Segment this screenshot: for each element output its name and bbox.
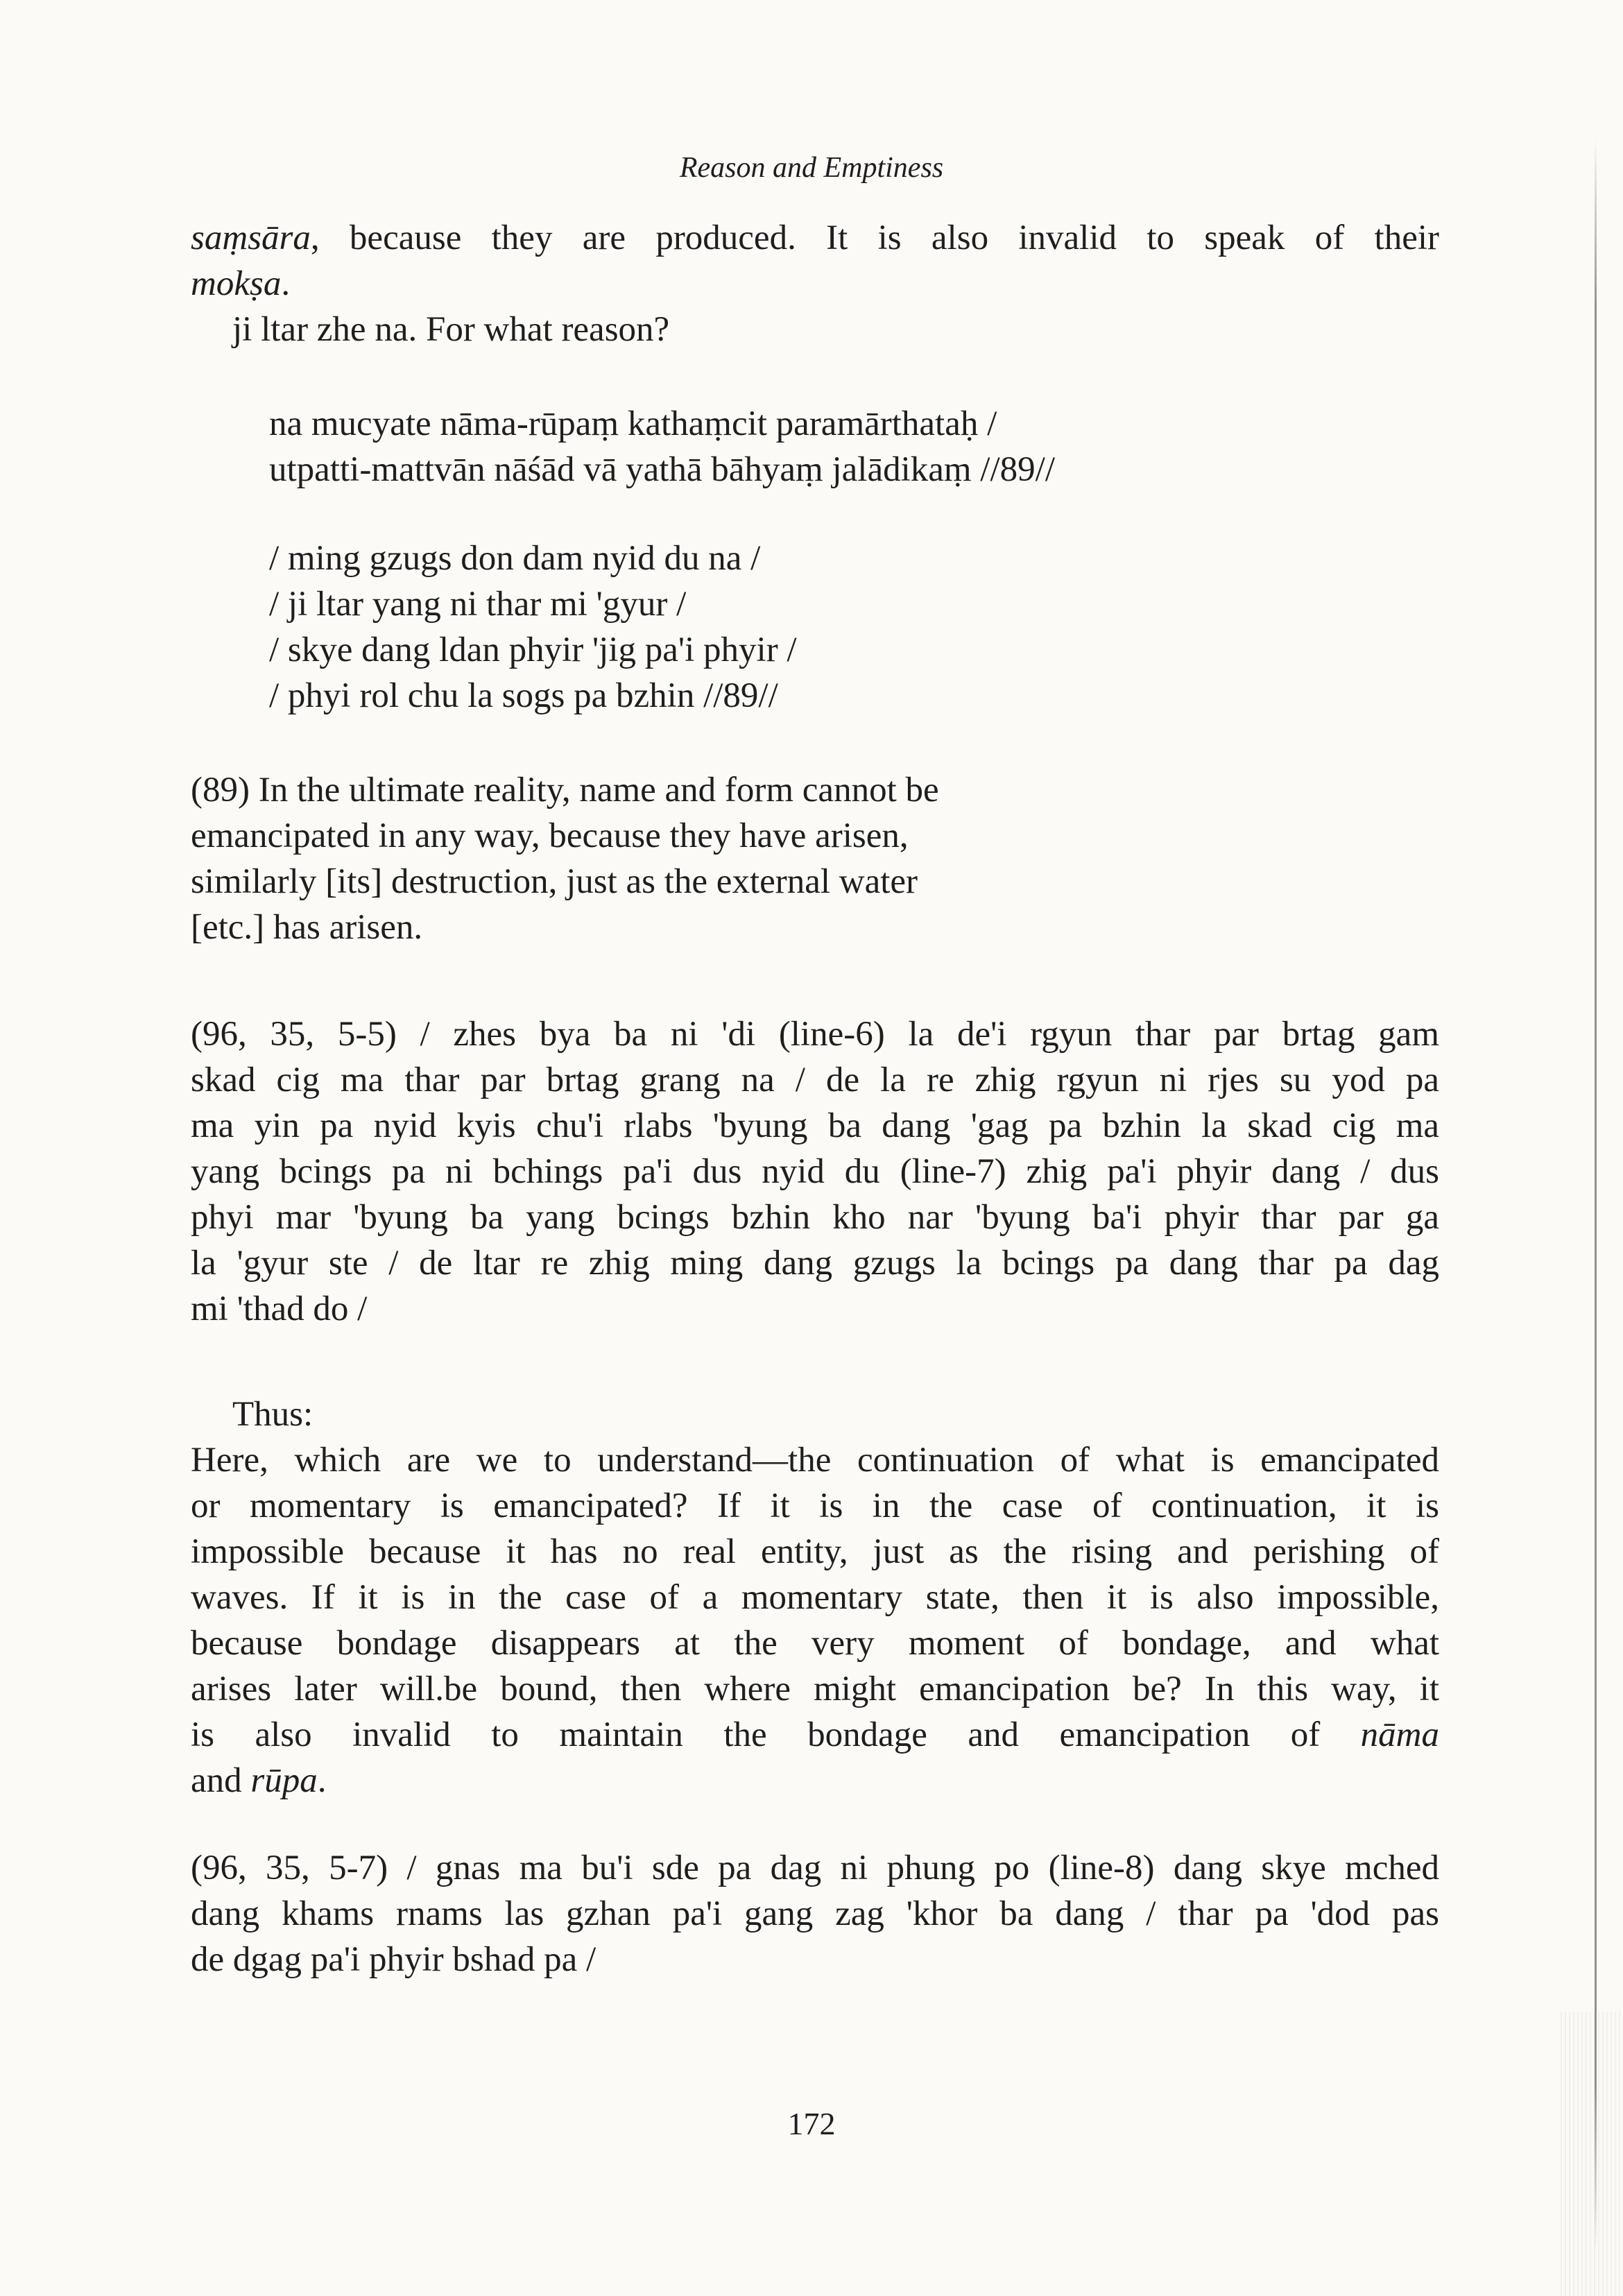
commentary-1-line: mi 'thad do /: [191, 1290, 368, 1328]
translation-89-line: (89) In the ultimate reality, name and form cannot be: [191, 771, 939, 809]
commentary-2: [191, 1845, 1439, 1982]
commentary-1-line: (96, 35, 5-5) / zhes bya ba ni 'di (line-6) la de'i rgyun thar par brtag gam: [191, 1015, 1439, 1054]
intro-line-3: ji ltar zhe na. For what reason?: [232, 310, 670, 349]
page-edge-shadow: [1595, 139, 1597, 2254]
tibetan-verse: [269, 536, 1518, 719]
translation-2-line: waves. If it is in the case of a momentary state, then it is also impossible,: [191, 1578, 1439, 1617]
sanskrit-verse-line: utpatti-mattvān nāśād vā yathā bāhyaṃ jalādikaṃ //89//: [269, 450, 1055, 489]
commentary-1-line: skad cig ma thar par brtag grang na / de la re zhig rgyun ni rjes su yod pa: [191, 1061, 1439, 1099]
intro-line-2: mokṣa.: [191, 264, 291, 303]
commentary-2-line: (96, 35, 5-7) / gnas ma bu'i sde pa dag ni phung po (line-8) dang skye mched: [191, 1849, 1439, 1887]
page-edge-texture: [1561, 2012, 1623, 2296]
intro-line-1: saṃsāra, because they are produced. It is also invalid to speak of their: [191, 219, 1439, 257]
translation-2-line: arises later will.be bound, then where might emancipation be? In this way, it: [191, 1670, 1439, 1708]
term-moksa: mokṣa: [191, 264, 282, 303]
page-number: 172: [787, 2106, 836, 2141]
thus-label: Thus:: [232, 1395, 314, 1434]
commentary-1-line: ma yin pa nyid kyis chu'i rlabs 'byung ba dang 'gag pa bzhin la skad cig ma: [191, 1106, 1439, 1145]
sanskrit-verse-line: na mucyate nāma-rūpaṃ kathaṃcit paramārthataḥ /: [269, 404, 997, 443]
commentary-1-line: la 'gyur ste / de ltar re zhig ming dang gzugs la bcings pa dang thar pa dag: [191, 1244, 1439, 1283]
commentary-2-line: de dgag pa'i phyir bshad pa /: [191, 1940, 596, 1979]
translation-89: [191, 767, 1300, 950]
term-nama: nāma: [1360, 1715, 1439, 1754]
tibetan-verse-line: / ji ltar yang ni thar mi 'gyur /: [269, 585, 687, 624]
translation-2-line: impossible because it has no real entity, just as the rising and perishing of: [191, 1532, 1439, 1571]
commentary-1: [191, 1011, 1439, 1332]
translation-89-line: similarly [its] destruction, just as the external water: [191, 862, 918, 901]
translation-2-line: Here, which are we to understand—the continuation of what is emancipated: [191, 1441, 1439, 1480]
sanskrit-verse: [269, 401, 1518, 492]
translation-2-line: and rūpa.: [191, 1761, 327, 1800]
commentary-1-line: yang bcings pa ni bchings pa'i dus nyid du (line-7) zhig pa'i phyir dang / dus: [191, 1152, 1439, 1191]
tibetan-verse-line: / skye dang ldan phyir 'jig pa'i phyir /: [269, 631, 797, 669]
translation-89-line: emancipated in any way, because they have arisen,: [191, 816, 909, 855]
term-samsara: saṃsāra: [191, 219, 311, 257]
running-head: Reason and Emptiness: [679, 152, 944, 184]
term-rupa: rūpa: [250, 1761, 318, 1800]
commentary-2-line: dang khams rnams las gzhan pa'i gang zag 'khor ba dang / thar pa 'dod pas: [191, 1894, 1439, 1933]
translation-89-line: [etc.] has arisen.: [191, 908, 423, 947]
translation-2-line: or momentary is emancipated? If it is in the case of continuation, it is: [191, 1487, 1439, 1525]
commentary-1-line: phyi mar 'byung ba yang bcings bzhin kho nar 'byung ba'i phyir thar par ga: [191, 1198, 1439, 1237]
tibetan-verse-line: / phyi rol chu la sogs pa bzhin //89//: [269, 676, 778, 715]
translation-2-line: is also invalid to maintain the bondage and emancipation of nāma: [191, 1715, 1439, 1754]
intro-paragraph: [191, 215, 1439, 352]
translation-2: [191, 1391, 1439, 1804]
tibetan-verse-line: / ming gzugs don dam nyid du na /: [269, 539, 761, 578]
translation-2-line: because bondage disappears at the very moment of bondage, and what: [191, 1624, 1439, 1663]
